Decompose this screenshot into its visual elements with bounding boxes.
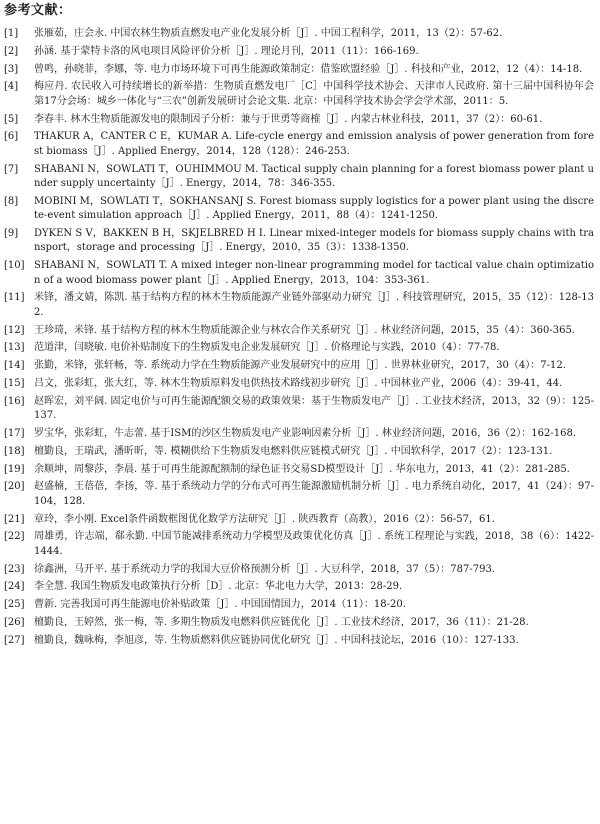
reference-number: [25] [4, 599, 25, 611]
reference-item [4, 377, 594, 391]
reference-number: [27] [4, 634, 25, 646]
reference-number: [22] [4, 531, 25, 543]
reference-number: [10] [4, 260, 25, 272]
reference-number: [12] [4, 324, 25, 336]
reference-text: SHABANI N，SOWLATI T，OUHIMMOU M. Tactical supply chain planning for a forest biomass power plant under supply uncertainty［J］. Energy，2014，78：346-355. [34, 163, 594, 189]
reference-item [4, 259, 594, 288]
reference-item [4, 616, 594, 630]
reference-text: DYKEN S V，BAKKEN B H，SKJELBRED H I. Linear mixed-integer models for biomass supply chains with transport，storage and processing［J］. Energy，2010，35（3）：1338-1350. [34, 228, 594, 254]
reference-text: 梅应丹. 农民收入可持续增长的新举措：生物质直燃发电厂［C］中国科学技术协会、天津市人民政府. 第十三届中国科协年会第17分会场：城乡一体化与“三农”创新发展研讨会论文集. 北京：中国科学技术协会学会学术部，2011：5. [34, 81, 594, 107]
reference-number: [19] [4, 463, 25, 475]
reference-number: [8] [4, 195, 19, 207]
reference-number: [18] [4, 445, 25, 457]
reference-item [4, 80, 594, 109]
reference-item [4, 195, 594, 224]
reference-text: THAKUR A，CANTER C E，KUMAR A. Life-cycle energy and emission analysis of power generation from forest biomass［J］. Applied Energy，2014，128（128）：246-253. [34, 131, 594, 157]
reference-item [4, 563, 594, 577]
reference-text: SHABANI N，SOWLATI T. A mixed integer non-linear programming model for tactical value chain optimization of a wood biomass power plant［J］. Applied Energy，2013，104：353-361. [34, 260, 594, 286]
reference-number: [14] [4, 360, 25, 372]
reference-text: 曹新. 完善我国可再生能源电价补贴政策［J］. 中国国情国力，2014（11）：18-20. [34, 599, 406, 611]
reference-item [4, 227, 594, 256]
reference-text: 张雁茹，庄会永. 中国农林生物质直燃发电产业化发展分析［J］. 中国工程科学，2011，13（2）：57-62. [34, 28, 503, 39]
reference-text: 周雄勇，许志端，郗永勤. 中国节能减排系统动力学模型及政策优化仿真［J］. 系统工程理论与实践，2018，38（6）：1422-1444. [34, 531, 594, 557]
reference-item [4, 163, 594, 192]
references-heading: 参考文献： [4, 3, 72, 18]
reference-text: 罗宝华，张彩虹，牛志蕾. 基于ISM的沙区生物质发电产业影响因素分析［J］. 林业经济问题，2016，36（2）：162-168. [34, 428, 577, 439]
reference-text: 王珍琦，米锋. 基于结构方程的林木生物质能源企业与林农合作关系研究［J］. 林业经济问题，2015，35（4）：360-365. [34, 324, 575, 336]
reference-item [4, 27, 594, 41]
reference-text: 李春丰. 林木生物质能源发电的限制因子分析：兼与于世勇等商榷［J］. 内蒙古林业科技，2011，37（2）：60-61. [34, 113, 543, 125]
reference-text: 李全慧. 我国生物质发电政策执行分析［D］. 北京：华北电力大学，2013：28-29. [34, 581, 403, 593]
reference-number: [4] [4, 81, 19, 93]
reference-number: [1] [4, 28, 19, 39]
reference-text: 檀勤良，王婷然，张一梅，等. 多期生物质发电燃料供应链优化［J］. 工业技术经济，2017，36（11）：21-28. [34, 616, 529, 628]
reference-text: MOBINI M，SOWLATI T，SOKHANSANJ S. Forest biomass supply logistics for a power plant using the discrete-event simulation approach［J］. Applied Energy，2011，88（4）：1241-1250. [34, 195, 594, 222]
reference-text: 赵晖宏，刘平阔. 固定电价与可再生能源配额交易的政策效果：基于生物质发电产［J］. 工业技术经济，2013，32（9）：125-137. [34, 395, 594, 422]
reference-item [4, 395, 594, 424]
reference-number: [16] [4, 395, 25, 407]
reference-item [4, 580, 594, 594]
reference-item [4, 480, 594, 509]
reference-number: [21] [4, 513, 25, 525]
reference-item [4, 130, 594, 159]
reference-text: 徐鑫洲，马开平. 基于系统动力学的我国大豆价格预测分析［J］. 大豆科学，2018，37（5）：787-793. [34, 563, 495, 575]
reference-item [4, 291, 594, 320]
reference-item [4, 598, 594, 612]
reference-number: [24] [4, 581, 25, 593]
reference-text: 范道津，闫晓敏. 电价补贴制度下的生物质发电企业发展研究［J］. 价格理论与实践，2010（4）：77-78. [34, 342, 500, 354]
reference-number: [7] [4, 163, 19, 175]
reference-text: 曾鸣，孙晓菲，李娜，等. 电力市场环境下可再生能源政策制定：借鉴欧盟经验［J］. 科技和产业，2012，12（4）：14-18. [34, 63, 583, 75]
reference-item [4, 341, 594, 355]
reference-text: 檀勤良，魏咏梅，李旭彦，等. 生物质燃料供应链协同优化研究［J］. 中国科技论坛，2016（10）：127-133. [34, 634, 519, 646]
reference-item [4, 324, 594, 338]
reference-text: 赵盛楠，王蓓蓓，李扬，等. 基于系统动力学的分布式可再生能源激励机制分析［J］. 电力系统自动化，2017，41（24）：97-104，128. [34, 481, 594, 507]
reference-item [4, 513, 594, 527]
reference-text: 吕文，张彩虹，张大红，等. 林木生物质原料发电供热技术路线初步研究［J］. 中国林业产业，2006（4）：39-41，44. [34, 378, 563, 389]
reference-item [4, 359, 594, 373]
reference-item [4, 445, 594, 459]
reference-text: 孙涵. 基于蒙特卡洛的风电项目风险评价分析［J］. 理论月刊，2011（11）：166-169. [34, 45, 419, 57]
reference-item [4, 634, 594, 648]
reference-number: [15] [4, 378, 25, 389]
reference-item [4, 113, 594, 127]
reference-number: [20] [4, 481, 25, 493]
reference-number: [23] [4, 563, 25, 575]
reference-number: [6] [4, 131, 19, 143]
reference-number: [13] [4, 342, 25, 354]
reference-number: [5] [4, 113, 19, 125]
reference-number: [2] [4, 45, 19, 57]
reference-list [4, 27, 594, 648]
reference-number: [3] [4, 63, 19, 75]
reference-number: [26] [4, 616, 25, 628]
reference-text: 檀勤良，王瑞武，潘昕昕，等. 模糊供给下生物质发电燃料供应链模式研究［J］. 中国软科学，2017（2）：123-131. [34, 445, 553, 457]
reference-item [4, 45, 594, 59]
reference-text: 张勤，米锋，张轩畅，等. 系统动力学在生物质能源产业发展研究中的应用［J］. 世界林业研究，2017，30（4）：7-12. [34, 360, 566, 372]
reference-item [4, 463, 594, 477]
reference-text: 米锋，潘文婧，陈凯. 基于结构方程的林木生物质能源产业链外部驱动力研究［J］. 科技管理研究，2015，35（12）：128-132. [34, 292, 594, 318]
reference-text: 章玲，李小刚. Excel条件函数框图优化数学方法研究［J］. 陕西教育（高教），2016（2）：56-57，61. [34, 513, 495, 525]
reference-text: 余顺坤，周黎莎，李晨. 基于可再生能源配额制的绿色证书交易SD模型设计［J］. 华东电力，2013，41（2）：281-285. [34, 463, 570, 475]
reference-number: [17] [4, 428, 25, 439]
reference-number: [9] [4, 228, 19, 239]
reference-item [4, 427, 594, 441]
reference-item [4, 63, 594, 77]
reference-number: [11] [4, 292, 25, 304]
reference-item [4, 530, 594, 559]
